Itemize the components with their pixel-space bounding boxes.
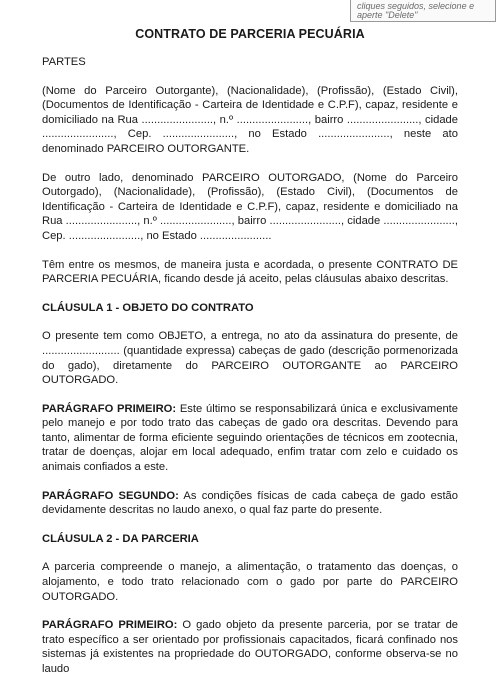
paragraph-outorgado: De outro lado, denominado PARCEIRO OUTORGADO, (Nome do Parceiro Outorgado), (Nacionalidade), (Profissão), (Estado Civil), (Documentos de Identificação - Carteira de Identidade e C.P.F), capaz, residente e domiciliado na Rua ......................., n.º ......................., bairro ......................., cidade ......................., Cep. ......................., no Estado .......................: [42, 171, 458, 242]
paragraph-label: PARÁGRAFO PRIMEIRO:: [42, 619, 178, 632]
parties-heading: PARTES: [42, 56, 86, 68]
clause-1-paragraph-2: [42, 489, 458, 518]
paragraph-text: Este último se responsabilizará única e exclusivamente pelo manejo e por todo trato das cabeças de gado ora descritas. Devendo para tanto, alimentar de forma eficiente seguindo orientações de técnicos em zootecnia, tratar de doenças, alojar em local adequado, enfim tratar com zelo e cuidado os animais confiados a este.: [42, 402, 458, 474]
clause-1-text: O presente tem como OBJETO, a entrega, no ato da assinatura do presente, de ......................... (quantidade expressa) cabeças de gado (descrição pormenorizada do gado), diretamente do PARCEIRO OUTORGANTE ao PARCEIRO OUTORGADO.: [42, 330, 458, 387]
instruction-note: [350, 0, 496, 22]
clause-1-paragraph-1: [42, 402, 458, 475]
paragraph-text: O gado objeto da presente parceria, por se tratar de trato específico a ser orientado por profissionais capacitados, ficará confinado nos sistemas já existentes na propriedade do OUTORGADO, conforme observa-se no laudo: [42, 619, 459, 675]
note-line-2: aperte "Delete": [357, 10, 418, 20]
clause-2-paragraph-1: [42, 618, 458, 676]
document-title: CONTRATO DE PARCERIA PECUÁRIA: [135, 27, 365, 41]
clause-1-heading: CLÁUSULA 1 - OBJETO DO CONTRATO: [42, 301, 254, 314]
clause-2-text: A parceria compreende o manejo, a alimentação, o tratamento das doenças, o alojamento, e todo trato relacionado com o gado por parte do PARCEIRO OUTORGADO.: [42, 561, 458, 603]
paragraph-outorgante: (Nome do Parceiro Outorgante), (Nacionalidade), (Profissão), (Estado Civil), (Documentos de Identificação - Carteira de Identidade e C.P.F), capaz, residente e domiciliado na Rua ......................., n.º ......................., bairro ......................., cidade ......................., Cep. ......................., no Estado ......................., neste ato denominado PARCEIRO OUTORGANTE.: [42, 84, 458, 155]
paragraph-agreement: Têm entre os mesmos, de maneira justa e acordada, o presente CONTRATO DE PARCERIA PECUÁRIA, ficando desde já aceito, pelas cláusulas abaixo descritas.: [42, 258, 458, 286]
paragraph-label: PARÁGRAFO PRIMEIRO:: [42, 402, 177, 415]
paragraph-label: PARÁGRAFO SEGUNDO:: [42, 489, 179, 502]
clause-2-heading: CLÁUSULA 2 - DA PARCERIA: [42, 532, 199, 545]
paragraph-text: As condições físicas de cada cabeça de gado estão devidamente descritas no laudo anexo, o qual faz parte do presente.: [42, 489, 458, 517]
document-page: [42, 27, 458, 691]
note-line-1: cliques seguidos, selecione e: [357, 1, 475, 11]
